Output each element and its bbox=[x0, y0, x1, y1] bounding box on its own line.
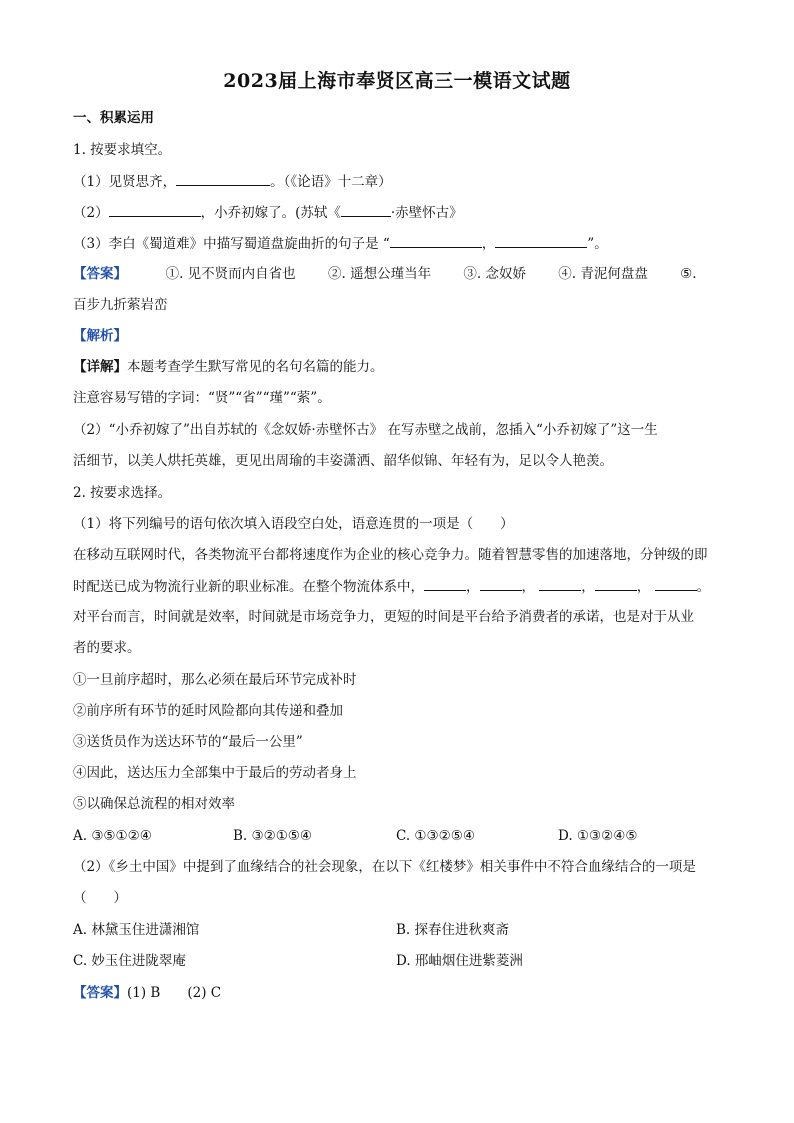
q1-note: 注意容易写错的字词：“贤”“省”“瑾”“萦”。 bbox=[73, 390, 331, 406]
section-heading: 一、积累运用 bbox=[73, 110, 154, 126]
q2-sub2: （2）《乡土中国》中提到了血缘结合的社会现象，在以下《红楼梦》相关事件中不符合血缘结合的一项是 bbox=[73, 859, 696, 875]
q1-answer bbox=[73, 264, 723, 284]
q2-sub2-option-c: C. 妙玉住进陇翠庵 bbox=[73, 953, 186, 969]
q2-option-b: B. ③②①⑤④ bbox=[233, 828, 313, 844]
q2-item: ①一旦前序超时，那么必须在最后环节完成补时 bbox=[73, 672, 357, 688]
q2-para-2: 时配送已成为物流行业新的职业标准。在整个物流体系中， ， ， ， ， 。 bbox=[73, 576, 723, 597]
document-title: 2023届上海市奉贤区高三一模语文试题 bbox=[223, 70, 571, 92]
answer-item: ③. 念奴娇 bbox=[463, 266, 526, 282]
answer-item: ⑤. bbox=[680, 266, 697, 282]
q2-option-a: A. ③⑤①②④ bbox=[73, 828, 152, 844]
fill-blank bbox=[595, 576, 637, 591]
q1-explain-1: （2）“小乔初嫁了”出自苏轼的《念奴娇·赤壁怀古》 在写赤壁之战前，忽插入“小乔初嫁了”这一生 bbox=[73, 422, 658, 438]
q2-item: ③送货员作为送达环节的“最后一公里” bbox=[73, 734, 303, 750]
q2-para-4: 者的要求。 bbox=[73, 640, 141, 656]
q2-sub2-option-a: A. 林黛玉住进潇湘馆 bbox=[73, 922, 200, 938]
fill-blank bbox=[424, 576, 466, 591]
q2-item: ⑤以确保总流程的相对效率 bbox=[73, 796, 235, 812]
fill-blank bbox=[341, 202, 391, 217]
q2-item: ④因此，送达压力全部集中于最后的劳动者身上 bbox=[73, 765, 357, 781]
q2-answer: 【答案】(1) B (2) C bbox=[73, 985, 222, 1001]
answer-item: ②. 遥想公瑾当年 bbox=[327, 266, 432, 282]
fill-blank bbox=[495, 233, 587, 248]
q1-part3: （3）李白《蜀道难》中描写蜀道盘旋曲折的句子是 “ ， ”。 bbox=[73, 233, 723, 254]
analysis-tag: 【解析】 bbox=[73, 328, 127, 344]
q1-detail: 【详解】本题考查学生默写常见的名句名篇的能力。 bbox=[73, 359, 384, 375]
answer-tag: 【答案】 bbox=[73, 985, 127, 1001]
q2-para-3: 对平台而言，时间就是效率，时间就是市场竞争力，更短的时间是平台给予消费者的承诺，也是对于从业 bbox=[73, 609, 694, 625]
q1-answer-cont: 百步九折萦岩峦 bbox=[73, 297, 168, 313]
q2-option-c: C. ①③②⑤④ bbox=[396, 828, 475, 844]
fill-blank bbox=[480, 576, 522, 591]
q2-stem: 2. 按要求选择。 bbox=[73, 485, 172, 501]
q1-part2: （2） ，小乔初嫁了。(苏轼《 ·赤壁怀古》 bbox=[73, 202, 723, 223]
q2-sub1: （1）将下列编号的语句依次填入语段空白处，语意连贯的一项是（ ） bbox=[73, 516, 514, 532]
fill-blank bbox=[539, 576, 581, 591]
fill-blank bbox=[390, 233, 482, 248]
answer-item: ①. 见不贤而内自省也 bbox=[165, 266, 296, 282]
q1-explain-2: 活细节，以美人烘托英雄，更见出周瑜的丰姿潇洒、韶华似锦、年轻有为，足以令人艳羡。 bbox=[73, 453, 613, 469]
q2-option-d: D. ①③②④⑤ bbox=[558, 828, 638, 844]
fill-blank bbox=[655, 576, 697, 591]
q2-sub2-paren: （ ） bbox=[73, 890, 127, 906]
q1-stem: 1. 按要求填空。 bbox=[73, 142, 172, 158]
answer-item: ④. 青泥何盘盘 bbox=[558, 266, 648, 282]
fill-blank bbox=[109, 202, 201, 217]
q2-para-1: 在移动互联网时代，各类物流平台都将速度作为企业的核心竞争力。随着智慧零售的加速落地，分钟级的即 bbox=[73, 547, 708, 563]
answer-tag: 【答案】 bbox=[73, 266, 127, 282]
q2-item: ②前序所有环节的延时风险都向其传递和叠加 bbox=[73, 703, 343, 719]
detail-tag: 【详解】 bbox=[73, 359, 127, 375]
q2-sub2-option-b: B. 探春住进秋爽斋 bbox=[396, 922, 510, 938]
q1-part1: （1）见贤思齐， 。（《论语》十二章） bbox=[73, 171, 723, 192]
q2-sub2-option-d: D. 邢岫烟住进紫菱洲 bbox=[396, 953, 523, 969]
fill-blank bbox=[176, 171, 270, 186]
